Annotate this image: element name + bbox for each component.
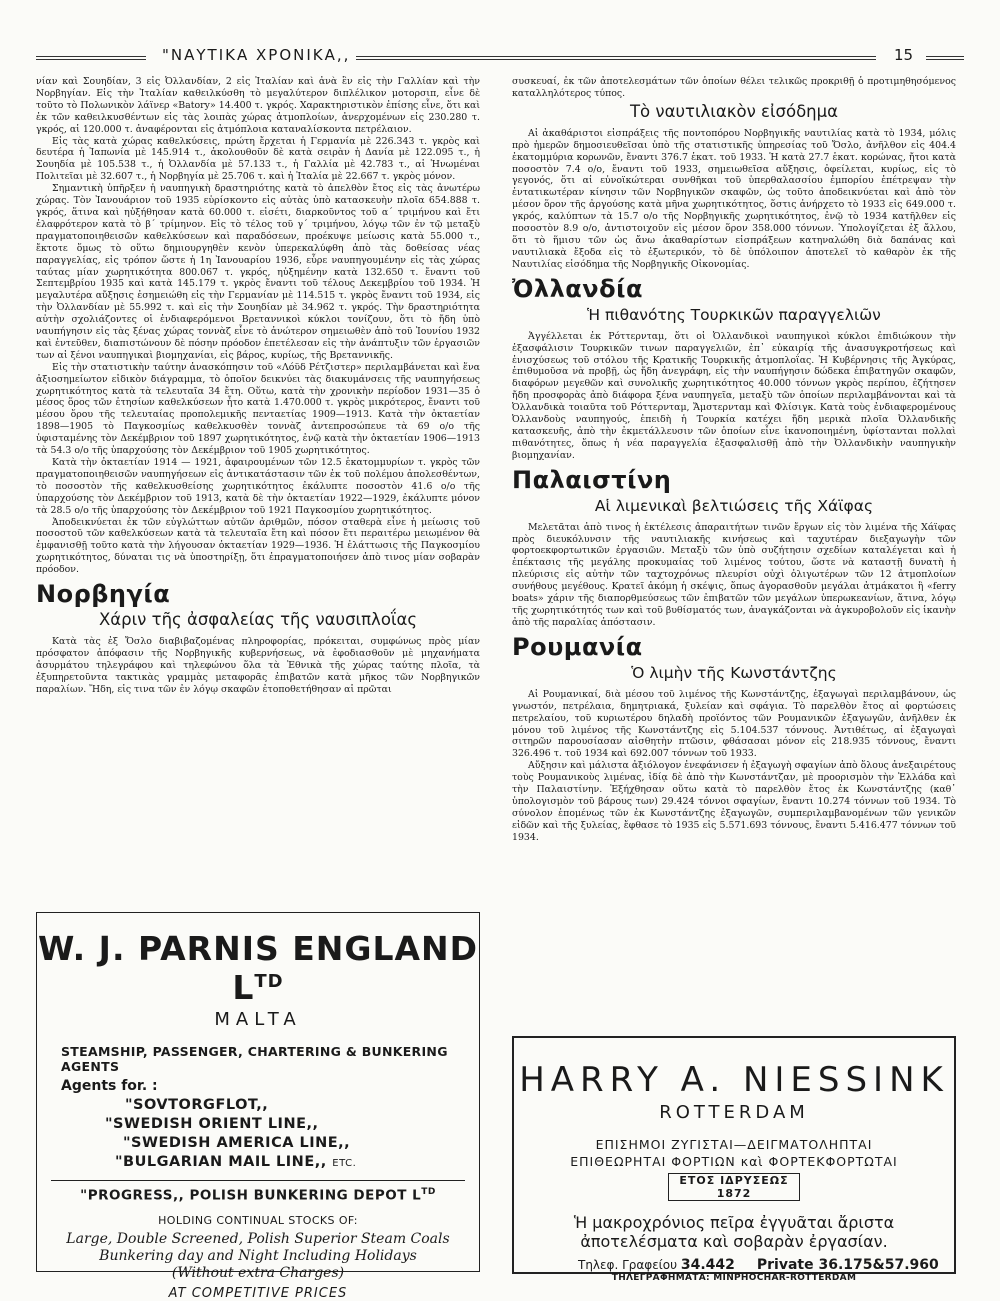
header-rule-middle bbox=[346, 56, 876, 60]
section-subtitle: Ὁ λιμὴν τῆς Κωνστάντζης bbox=[631, 663, 837, 682]
header-rule-left bbox=[36, 56, 146, 60]
paragraph: νίαν καὶ Σουηδίαν, 3 εἰς Ὀλλανδίαν, 2 εἰς Ἰταλίαν καὶ ἀνὰ ἓν εἰς τὴν Γαλλίαν καὶ τὴν Νορβηγίαν. Εἰς τὴν Ἰταλίαν καθειλκύσθη τὸ μεγαλύτερον διπλέλικον μοτορσιπ, εἶνε δὲ τοῦτο τὸ Πολωνικὸν λάϊνερ «Βatory» 14.400 τ. γκρός. Χαρακτηριστικὸν ἐπίσης εἶνε, ὅτι καὶ ἐκ τῶν καθειλκυσθέντων εἰς τὰς λοιπὰς χώρας ἀτμοπλοίων, ἀνερχομένων εἰς 230.280 τ. γκρός, αἱ 120.000 τ. ἀναφέρονται εἰς ἀτμόπλοια καταναλίσκοντα πετρέλαιον. bbox=[36, 76, 480, 135]
paragraph: Ἀγγέλλεται ἐκ Ρόττερνταμ, ὅτι οἱ Ὀλλανδικοὶ ναυπηγικοὶ κύκλοι ἐπιδιώκουν τὴν ἐξασφάλισιν Τουρκικῶν τινων παραγγελιῶν, ἐπ᾽ εὐκαιρίᾳ τῆς ἀνασυγκροτήσεως καὶ ἐνισχύσεως τοῦ στόλου τῆς Κρατικῆς Τουρκικῆς ἀτμοπλοΐας. Ἡ Κυβέρνησις τῆς Ἀγκύρας, ἐπιθυμοῦσα νὰ προβῇ, ὡς ἤδη ἀνεγράφη, εἰς τὴν ναυπήγησιν δώδεκα ἐπιβατηγῶν σκαφῶν, διαφόρων μεγεθῶν καὶ συνολικῆς χωρητικότητος 40.000 τόννων γκρὸς περίπου, ἐζήτησεν ἤδη προσφορὰς ἀπὸ διάφορα ξένα ναυπηγεῖα, μεταξὺ τῶν ὁποίων περιλαμβάνονται καὶ τὰ Ὀλλανδικὰ τοιαῦτα τοῦ Ρόττερνταμ, Ἄμστερνταμ καὶ Φλίσιγκ. Κατὰ τοὺς ἐνδιαφερομένους Ὀλλανδοὺς ναυπηγούς, ἐπειδὴ ἡ Τουρκία κατέχει ἤδη μερικὰ πλοῖα Ὀλλανδικῆς κατασκευῆς, ἀπὸ τὴν ἐκμετάλλευσιν τῶν ὁποίων εἶνε ἱκανοποιημένη, ὑφίστανται πολλαὶ πιθανότητες, ὅπως ἡ νέα παραγγελία ἐξασφαλισθῇ ἀπὸ τὴν Ὀλλανδικὴν ναυπηγικὴν βιομηχανίαν. bbox=[512, 330, 956, 461]
paragraph: Κατὰ τὰς ἐξ Ὄσλο διαβιβαζομένας πληροφορίας, πρόκειται, συμφώνως πρὸς μίαν πρόσφατον ἀπόφασιν τῆς Νορβηγικῆς κυβερνήσεως, νὰ ἐφοδιασθοῦν μὲ μηχανήματα ἀσυρμάτου τηλεγράφου καὶ τηλεφώνου ὅλα τὰ Ἐθνικὰ τῆς χώρας ταύτης πλοῖα, τὰ ἐξυπηρετοῦντα τακτικὰς γραμμὰς μεταφορᾶς ἐπιβατῶν κατὰ μῆκος τῶν Νορβηγικῶν παραλίων. Ἤδη, εἰς τινα τῶν ἐν λόγῳ σκαφῶν ἐτοποθετήθησαν αἱ πρῶται bbox=[36, 636, 480, 695]
ad-competitive-prices: AT COMPETITIVE PRICES bbox=[168, 1285, 348, 1301]
ad-agents-label: Agents for. : bbox=[61, 1078, 158, 1094]
paragraph: Μελετᾶται ἀπὸ τινος ἡ ἐκτέλεσις ἀπαραιτήτων τινῶν ἔργων εἰς τὸν λιμένα τῆς Χάϊφας πρὸς διευκόλυνσιν τῆς ναυτιλιακῆς κινήσεως καὶ ταχυτέραν διεξαγωγὴν τῶν φορτοεκφορτωτικῶν ἐργασιῶν. Μεταξὺ τῶν ὑπὸ συζήτησιν σχεδίων καταλέγεται καὶ ἡ ἐπέκτασις τῆς μεγάλης προκυμαίας τοῦ λιμένος τούτου, ὥστε νὰ καταστῇ δυνατὴ ἡ πλεύρισις εἰς αὐτὴν τῶν ταχτοχρόνως πλευρίσι οὐχὶ ὀλιγωτέρων τῶν 12 ἀτμοπλοίων συνήθους μεγέθους. Κρατεῖ ἀκόμη ἡ σκέψις, ὅπως ἀγορασθοῦν μεγάλαι ἀτμάκατοι ἢ «ferry boats» χάριν τῆς διαπορθμεύσεως τῶν ἐπιβατῶν τῶν μεγάλων ὑπερωκεανίων, ἅτινα, λόγῳ τῆς χωρητικότητός των καὶ τοῦ βυθίσματός των, ἀναγκάζονται νὰ ἀγκυροβολοῦν εἰς ἱκανὴν ἀπὸ τῆς παραλίας ἀπόστασιν. bbox=[512, 521, 956, 628]
section-title-romania: Ρουμανία bbox=[512, 632, 643, 661]
ad-service-line: ΕΠΙΣΗΜΟΙ ΖΥΓΙΣΤΑΙ—ΔΕΙΓΜΑΤΟΛΗΠΤΑΙ bbox=[595, 1137, 873, 1152]
ad-slogan: ἀποτελέσματα καὶ σοβαρὰν ἐργασίαν. bbox=[580, 1232, 888, 1251]
paragraph: Εἰς τὴν στατιστικὴν ταύτην ἀνασκόπησιν τοῦ «Λόϋδ Ρέτζιστερ» περιλαμβάνεται καὶ ἕνα ἀξιοσημείωτον εἰδικὸν διάγραμμα, τὸ ὁποῖον δεικνύει τὰς διακυμάνσεις τῆς ναυπηγήσεως χωρητικότητος κατὰ τὰ τελευταῖα 34 ἔτη. Οὕτω, κατὰ τὴν χρονικὴν περίοδον 1931—35 ὁ μέσος ὅρος τῶν ἐτησίων καθελκύσεων ἦτο κατὰ 1.470.000 τ. γκρὸς μικρότερος, ἔναντι τοῦ μέσου ὅρου τῆς τελευταίας προπολεμικῆς πενταετίας 1909—1913. Κατὰ τὴν ὀκταετίαν 1898—1905 τὸ Παγκοσμίως καθελκυσθὲν τοννὰζ ἀντεπροσώπευε τὰ 69 ο/ο τῆς ὑφισταμένης τὸν Δεκέμβριον τοῦ 1897 χωρητικότητος, ἐνῷ κατὰ τὴν ὀκταετίαν 1906—1913 τὰ 54.3 ο/ο τῆς ὑπαρχούσης τὸν Δεκέμβριον τοῦ 1905 χωρητικότητος. bbox=[36, 361, 480, 457]
ad-company-name bbox=[37, 929, 479, 1007]
ad-holding: HOLDING CONTINUAL STOCKS OF: bbox=[158, 1213, 358, 1227]
ad-italic-line: Large, Double Screened, Polish Superior Steam Coals bbox=[66, 1230, 450, 1247]
page-header bbox=[36, 46, 964, 68]
right-column bbox=[512, 76, 956, 844]
section-subtitle: Αἱ λιμενικαὶ βελτιώσεις τῆς Χάϊφας bbox=[594, 496, 874, 515]
ad-service-line: ΕΠΙΘΕΩΡΗΤΑΙ ΦΟΡΤΙΩΝ καὶ ΦΟΡΤΕΚΦΟΡΤΩΤΑΙ bbox=[570, 1154, 898, 1169]
ad-ltd-suffix: TD bbox=[254, 971, 284, 992]
ad-telephone-office: 34.442 bbox=[680, 1257, 735, 1273]
advertisement-niessink bbox=[512, 1036, 956, 1283]
ad-telegram: ΤΗΛΕΓΡΑΦΗΜΑΤΑ: MINPHOCHAR-ROTTERDAM bbox=[611, 1273, 857, 1283]
paragraph: Αἱ ἀκαθάριστοι εἰσπράξεις τῆς ποντοπόρου Νορβηγικῆς ναυτιλίας κατὰ τὸ 1934, μόλις πρὸ ἡμερῶν δημοσιευθεῖσαι ὑπὸ τῆς στατιστικῆς ὑπηρεσίας τοῦ Ὄσλο, ἀνῆλθον εἰς 404.4 ἑκατομμύρια κορωνῶν, ἔναντι 376.7 ἑκατ. τοῦ 1933. Ἡ κατὰ 27.7 ἑκατ. κορώνας, ἤτοι κατὰ ποσοστὸν 7.4 ο/ο, ἔναντι τοῦ 1933, σημειωθεῖσα αὔξησις, ὀφείλεται, κυρίως, εἰς τὸ γεγονός, ὅτι αἱ εὐνοϊκώτεραι συνθῆκαι τοῦ ὑπερθαλασσίου ἐμπορίου ἐπέτρεψαν τὴν ἐντατικωτέραν κίνησιν τῶν Νορβηγικῶν σκαφῶν, ὡς τοῦτο ἀποδεικνύεται καὶ ἀπὸ τὸν μέσον ὅρον τῆς ἀργούσης κατὰ μῆνα χωρητικότητος, ὅστις ἀνήρχετο τὸ 1933 εἰς 649.000 τ. γκρός, καλύπτων τὰ 15.7 ο/ο τῆς Νορβηγικῆς χωρητικότητος, ἐνῷ τὸ 1934 κατῆλθεν εἰς ποσοστὸν 8.9 ο/ο, ἀντιστοιχοῦν εἰς μέσον ὅρον 358.000 τόννων. Ὑπολογίζεται ἐξ ἄλλου, ὅτι τὸ ἥμισυ τῶν ὡς ἄνω ἀκαθαρίστων εἰσπράξεων κατηναλώθη διὰ δαπάνας καὶ ναυτιλιακὰ ἔξοδα εἰς τὸ ἐξωτερικόν, τὸ δὲ ὑπόλοιπον ἀποτελεῖ τὸ καθαρὸν ἐκ τῆς Ναυτιλίας εἰσόδημα τῆς Νορβηγικῆς Οἰκονομίας. bbox=[512, 127, 956, 270]
ad-agent-line: "SOVTORGFLOT,, bbox=[125, 1097, 269, 1113]
ad-divider bbox=[51, 1180, 465, 1181]
section-subtitle: Ἡ πιθανότης Τουρκικῶν παραγγελιῶν bbox=[587, 305, 881, 324]
ad-company-name: HARRY A. NIESSINK bbox=[519, 1060, 949, 1100]
ad-progress-text: "PROGRESS,, POLISH BUNKERING DEPOT L bbox=[80, 1187, 422, 1204]
section-title-holland: Ὀλλανδία bbox=[512, 274, 643, 303]
paragraph: Σημαντικὴ ὑπῆρξεν ἡ ναυπηγικὴ δραστηριότης κατὰ τὸ ἀπελθὸν ἔτος εἰς τὰς ἀνωτέρω χώρας. Τὸν Ἰανουάριον τοῦ 1935 εὑρίσκοντο εἰς αὐτὰς ὑπὸ κατασκευὴν πλοῖα 654.888 τ. γκρός, ἅτινα καὶ ηὐξήθησαν κατὰ 60.000 τ. εἰσέτι, διαρκοῦντος τοῦ α΄ τριμήνου καὶ ἔτι ἐλαφρότερον κατὰ τὸ β΄ τρίμηνον. Εἰς τὸ τέλος τοῦ γ΄ τριμήνου, λόγῳ τῶν ἐν τῷ μεταξὺ πραγματοποιηθεισῶν καθελκύσεων καὶ παραδόσεων, προέκυψε μείωσις κατὰ 55.000 τ., ἔκτοτε ὅμως τὸ οὕτω δημιουργηθὲν κενὸν ὑπερεκαλύφθη ἀπὸ τὰς δοθείσας νέας παραγγελίας, εἰς τρόπον ὥστε ἡ 1η Ἰανουαρίου 1936, εὗρε ναυπηγουμένην εἰς τὰς χώρας ταύτας μίαν χωρητικότητα 800.067 τ. γκρός, ηὐξημένην κατὰ 132.650 τ. ἔναντι τοῦ Σεπτεμβρίου 1935 καὶ κατὰ 145.179 τ. γκρὸς ἔναντι τοῦ τέλους Δεκεμβρίου τοῦ 1934. Ἡ μεγαλυτέρα αὔξησις ἐσημειώθη εἰς τὴν Γερμανίαν μὲ 114.515 τ. γκρὸς ἔναντι τοῦ 1934, εἰς τὴν Ὀλλανδίαν μὲ 55.992 τ. καὶ εἰς τὴν Σουηδίαν μὲ 34.962 τ. γκρός. Τὴν δραστηριότητα αὐτὴν σχολιάζοντες οἱ ἐνδιαφερόμενοι Βρεταννικοὶ κύκλοι τονίζουν, ὅτι τὸ ἤδη ὑπὸ ναυπήγησιν εἰς τὰς ξένας χώρας τοννὰζ εἶνε τὸ ἀνώτερον σημειωθὲν ἀπὸ τοῦ Ἰουνίου 1932 καὶ ἐντεῦθεν, διαπιστώνουν δὲ πόσην πρόοδον ἐπετέλεσαν εἰς τὴν ἀνάπτυξιν τῶν ἐργασιῶν των αἱ ξένοι ναυπηγικαὶ βιομηχανίαι, εἰς βάρος, κυρίως, τῆς Βρεταννικῆς. bbox=[36, 183, 480, 361]
ad-agent-line bbox=[115, 1154, 479, 1170]
page-number: 15 bbox=[888, 46, 919, 64]
paragraph: Κατὰ τὴν ὀκταετίαν 1914 — 1921, ἀφαιρουμένων τῶν 12.5 ἑκατομμυρίων τ. γκρὸς τῶν πραγματοποιηθεισῶν ναυπηγήσεων εἰς ἀντικατάστασιν τῶν ἐκ τοῦ πολέμου ἀπολεσθέντων, τὸ ποσοστὸν τῆς καθελκυσθείσης χωρητικότητος ἐκάλυπτε ποσοστὸν 41.6 ο/ο τῆς ὑπαρχούσης τὸν Δεκέμβριον τοῦ 1913, κατὰ δὲ τὴν ὀκταετίαν 1922—1929, ἐκάλυπτε μόνον τὰ 28.5 ο/ο τῆς ὑπαρχούσης τὸν Δεκέμβριον τοῦ 1921 Παγκοσμίου χωρητικότητος. bbox=[36, 457, 480, 516]
ad-services: STEAMSHIP, PASSENGER, CHARTERING & BUNKERING AGENTS bbox=[61, 1044, 448, 1074]
ad-italic-line: Bunkering day and Night Including Holidays bbox=[99, 1247, 417, 1264]
header-rule-right bbox=[926, 56, 964, 60]
ad-company-name-text: W. J. PARNIS ENGLAND L bbox=[37, 929, 479, 1007]
ad-established: ΕΤΟΣ ΙΔΡΥΣΕΩΣ 1872 bbox=[668, 1173, 800, 1201]
section-title-norway: Νορβηγία bbox=[36, 580, 171, 609]
ad-telephone-private: Private 36.175&57.960 bbox=[756, 1257, 939, 1273]
paragraph: Ἀποδεικνύεται ἐκ τῶν εὐγλώττων αὐτῶν ἀριθμῶν, πόσον σταθερὰ εἶνε ἡ μείωσις τοῦ ποσοστοῦ τῶν καθελκύσεων κατὰ τὰ τελευταῖα ἔτη καὶ πόσον ἔτι περαιτέρω μειωμένον θὰ ἐμφανισθῇ τοῦτο κατὰ τὴν λήγουσαν ὀκταετίαν 1929—1936. Ἡ ἐλάττωσις τῆς Παγκοσμίου χωρητικότητος, δύναται τις νὰ ὑποστηρίξῃ, ὅτι ἐπραγματοποιήσεν ἀπὸ τινος μίαν σοβαρὰν πρόοδον. bbox=[36, 516, 480, 576]
ad-telephone bbox=[578, 1257, 954, 1273]
ad-agent-line: "SWEDISH AMERICA LINE,, bbox=[123, 1135, 351, 1151]
ad-slogan: Ἡ μακροχρόνιος πεῖρα ἐγγυᾶται ἄριστα bbox=[573, 1213, 895, 1232]
ad-agent-line-text: "BULGARIAN MAIL LINE,, bbox=[115, 1154, 327, 1170]
ad-progress-depot bbox=[37, 1187, 479, 1204]
paragraph: Εἰς τὰς κατὰ χώρας καθελκύσεις, πρώτη ἔρχεται ἡ Γερμανία μὲ 226.343 τ. γκρὸς καὶ δευτέρα ἡ Ἰαπωνία μὲ 145.914 τ., ἀκολουθοῦν δὲ κατὰ σειρὰν ἡ Δανία μὲ 122.095 τ., ἡ Σουηδία μὲ 105.538 τ., ἡ Ὀλλανδία μὲ 57.133 τ., ἡ Γαλλία μὲ 42.783 τ., αἱ Ἡνωμέναι Πολιτεῖαι μὲ 32.607 τ., ἡ Νορβηγία μὲ 25.706 τ. καὶ ἡ Ἰταλία μὲ 22.667 τ. γκρὸς μόνον. bbox=[36, 135, 480, 183]
advertisement-parnis bbox=[36, 912, 480, 1301]
section-subtitle: Τὸ ναυτιλιακὸν εἰσόδημα bbox=[629, 101, 839, 121]
ad-etc: ETC. bbox=[332, 1158, 357, 1169]
ad-city: ROTTERDAM bbox=[659, 1102, 809, 1123]
ad-agent-line: "SWEDISH ORIENT LINE,, bbox=[105, 1116, 319, 1132]
ad-telephone-label: Τηλεφ. Γραφείου bbox=[578, 1258, 678, 1272]
section-title-palestine: Παλαιστίνη bbox=[512, 465, 672, 494]
left-column bbox=[36, 76, 480, 696]
paragraph: Αὔξησιν καὶ μάλιστα ἀξιόλογον ἐνεφάνισεν ἡ ἐξαγωγὴ σφαγίων ἀπὸ ὅλους ἀνεξαιρέτους τοὺς Ρουμανικοὺς λιμένας, ἰδίᾳ δὲ ἀπὸ τὴν Κωνστάντζαν, μὲ προορισμὸν τὴν Ἑλλάδα καὶ τὴν Παλαιστίνην. Ἐξήχθησαν οὕτω κατὰ τὸ παρελθὸν ἔτος ἐκ Κωνστάντζης (καθ᾽ ὑπολογισμὸν τοῦ βάρους των) 29.424 τόννοι σφαγίων, ἔναντι 10.274 τόννων τοῦ 1934. Τὸ σύνολον ἑπομένως τῶν ἐκ Κωνστάντζης ἐξαγωγῶν, συμπεριλαμβανομένων τῶν γενικῶν εἰδῶν καὶ τῆς ξυλείας, ἔφθασε τὸ 1935 εἰς 5.571.693 τόννους, ἔναντι 5.416.477 τόννων τοῦ 1934. bbox=[512, 760, 956, 843]
ad-city: MALTA bbox=[214, 1009, 302, 1030]
journal-title: "ΝΑΥΤΙΚΑ ΧΡΟΝΙΚΑ,, bbox=[156, 46, 356, 64]
paragraph: συσκευαί, ἐκ τῶν ἀποτελεσμάτων τῶν ὁποίων θέλει τελικῶς προκριθῇ ὁ προτιμηθησόμενος καταλληλότερος τύπος. bbox=[512, 76, 956, 99]
ad-italic-line: (Without extra Charges) bbox=[171, 1264, 345, 1281]
section-subtitle: Χάριν τῆς ἀσφαλείας τῆς ναυσιπλοΐας bbox=[98, 610, 418, 630]
paragraph: Αἱ Ρουμανικαί, διὰ μέσου τοῦ λιμένος τῆς Κωνστάντζης, ἐξαγωγαὶ περιλαμβάνουν, ὡς γνωστόν, πετρέλαια, δημητριακά, ξυλείαν καὶ σφάγια. Τὸ παρελθὸν ἔτος αἱ φορτώσεις πετρελαίου, τοῦ κυριωτέρου δηλαδὴ προϊόντος τῶν Ρουμανικῶν ἐξαγωγῶν, ἀνῆλθεν ἐκ μόνου τοῦ λιμένος τῆς Κωνστάντζης εἰς 5.104.537 τόννους. Ἀντιθέτως, αἱ ἐξαγωγαὶ σιτηρῶν παρουσίασαν αἰσθητὴν πτῶσιν, φθάσασαι μόνον εἰς 218.935 τόννους, ἔναντι 326.496 τ. τοῦ 1934 καὶ 692.007 τόννων τοῦ 1933. bbox=[512, 688, 956, 760]
ad-ltd-suffix: TD bbox=[421, 1187, 436, 1197]
